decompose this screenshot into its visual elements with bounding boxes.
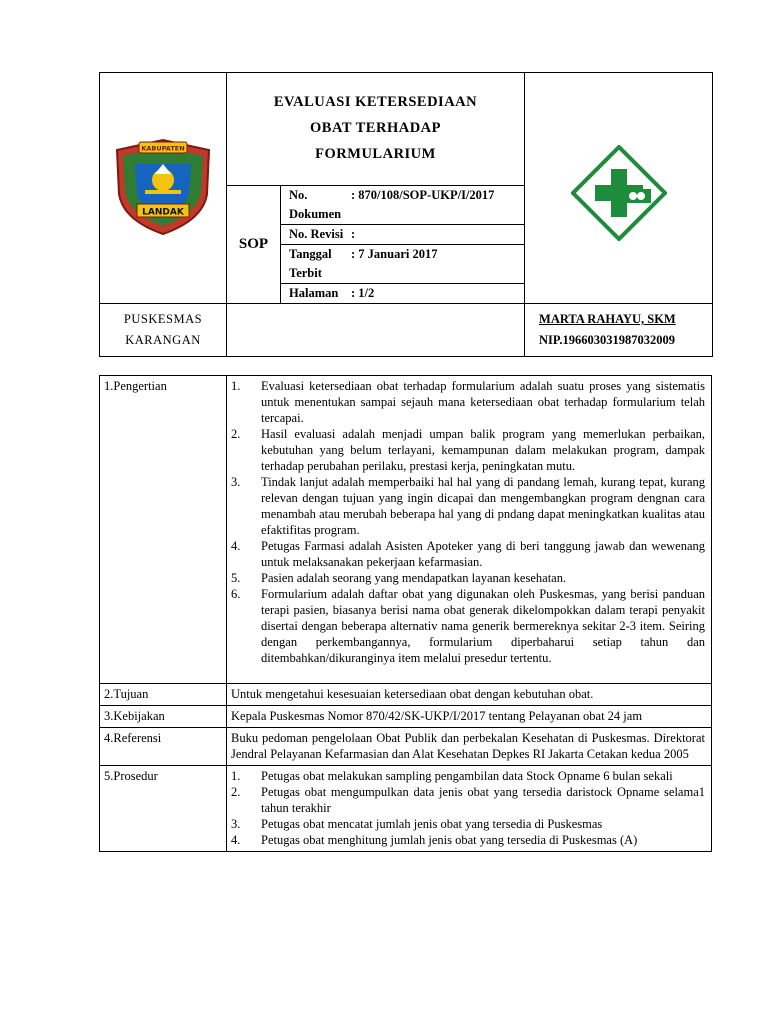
landak-regency-emblem-icon xyxy=(109,134,217,238)
meta-page-label: Halaman xyxy=(289,286,339,300)
meta-issue-date-label-2: Terbit xyxy=(289,266,322,280)
puskesmas-name-cell xyxy=(100,304,227,357)
sop-label: SOP xyxy=(238,236,269,252)
section-label: 2.Tujuan xyxy=(100,684,227,706)
section-prosedur xyxy=(100,766,712,852)
list-item: 2. Petugas obat mengumpulkan data jenis obat yang tersedia daristock Opname selama1 tahun terakhir xyxy=(231,785,705,815)
signatory-nip: NIP.196603031987032009 xyxy=(539,333,676,347)
document-meta-cell xyxy=(281,186,525,304)
puskesmas-line-1: PUSKESMAS xyxy=(123,312,203,326)
list-item: 4. Petugas obat menghitung jumlah jenis obat yang tersedia di Puskesmas (A) xyxy=(231,833,638,847)
signatory-name: MARTA RAHAYU, SKM xyxy=(539,312,676,326)
document-title-cell xyxy=(227,73,525,186)
emblem-banner-text: KABUPATEN xyxy=(141,144,185,152)
section-label: 4.Referensi xyxy=(100,728,227,766)
kebijakan-text: Kepala Puskesmas Nomor 870/42/SK-UKP/I/2017 tentang Pelayanan obat 24 jam xyxy=(227,706,712,728)
puskesmas-line-2: KARANGAN xyxy=(125,333,201,347)
document-title-line-2: OBAT TERHADAP xyxy=(310,120,441,136)
sop-header-table xyxy=(99,72,713,357)
meta-revision-value: : xyxy=(351,225,524,245)
list-item: 4. Petugas Farmasi adalah Asisten Apoteker yang di beri tanggung jawab dan wewenang untuk melaksanakan pekerjaan kefarmasian. xyxy=(231,539,705,569)
meta-doc-number-label-2: Dokumen xyxy=(289,207,342,221)
section-label: 5.Prosedur xyxy=(100,766,227,852)
document-title-line-1: EVALUASI KETERSEDIAAN xyxy=(273,94,478,110)
meta-page-value: : 1/2 xyxy=(351,286,375,300)
list-item: 3. Tindak lanjut adalah memperbaiki hal hal yang di pandang lemah, kurang tepat, kurang relevan dengan tujuan yang ingin dicapai dan mengembangkan program dengnan cara menambah atau merubah beberapa hal yang di pndang dapat meningkatkan kualitas atau efaktifitas program. xyxy=(231,475,705,537)
list-item: 1. Petugas obat melakukan sampling pengambilan data Stock Opname 6 bulan sekali xyxy=(231,769,673,783)
blank-signature-area-cell xyxy=(227,304,525,357)
pengertian-list xyxy=(231,378,705,666)
meta-issue-date-value: : 7 Januari 2017 xyxy=(351,245,524,284)
tujuan-text: Untuk mengetahui kesesuaian ketersediaan obat dengan kebutuhan obat. xyxy=(227,684,712,706)
logo-left-cell xyxy=(100,73,227,304)
prosedur-list xyxy=(231,768,705,848)
referensi-text: Buku pedoman pengelolaan Obat Publik dan perbekalan Kesehatan di Puskesmas. Direktorat Jendral Pelayanan Kefarmasian dan Alat Kesehatan Depkes RI Jakarta Cetakan kedua 2005 xyxy=(227,728,712,766)
emblem-name-text: LANDAK xyxy=(142,207,184,217)
document-title-line-3: FORMULARIUM xyxy=(315,146,436,162)
meta-doc-number-label: No. xyxy=(289,188,308,202)
signatory-cell xyxy=(525,304,713,357)
section-referensi xyxy=(100,728,712,766)
meta-issue-date-label: Tanggal xyxy=(289,247,332,261)
sop-content-table xyxy=(99,375,712,852)
document-meta-table xyxy=(281,186,524,303)
section-tujuan xyxy=(100,684,712,706)
puskesmas-cross-logo-icon xyxy=(571,145,667,241)
list-item: 5. Pasien adalah seorang yang mendapatkan layanan kesehatan. xyxy=(231,571,567,585)
logo-right-cell xyxy=(525,73,713,304)
meta-doc-number-value: : 870/108/SOP-UKP/I/2017 xyxy=(351,186,524,225)
section-kebijakan xyxy=(100,706,712,728)
section-label: 1.Pengertian xyxy=(100,376,227,684)
section-pengertian xyxy=(100,376,712,684)
section-label: 3.Kebijakan xyxy=(100,706,227,728)
sop-label-cell xyxy=(227,186,281,304)
list-item: 2. Hasil evaluasi adalah menjadi umpan balik program yang memerlukan perbaikan, kebutuhan yang belum terlayani, kemampunan dalam melakukan program, dampak terhadap perubahan perilaku, prestasi kerja, peningkatan mutu. xyxy=(231,427,705,473)
list-item: 1. Evaluasi ketersediaan obat terhadap formularium adalah suatu proses yang sistematis untuk menentukan sampai sejauh mana ketersediaan obat terhadap formularium telah tercapai. xyxy=(231,379,705,425)
list-item: 3. Petugas obat mencatat jumlah jenis obat yang tersedia di Puskesmas xyxy=(231,817,603,831)
list-item: 6. Formularium adalah daftar obat yang digunakan oleh Puskesmas, yang berisi panduan terapi pasien, biasanya berisi nama obat generak dikelompokkan dalam terapi penyakit disertai dengan beberapa alternativ nama generik bermereknya sekitar 2-3 item. Seiring dengan perkembangannya, formularium diperbaharui setiap tahun dan ditembahkan/dikuranginya item melalui presedur tertentu. xyxy=(231,587,705,665)
meta-revision-label: No. Revisi xyxy=(281,225,351,245)
